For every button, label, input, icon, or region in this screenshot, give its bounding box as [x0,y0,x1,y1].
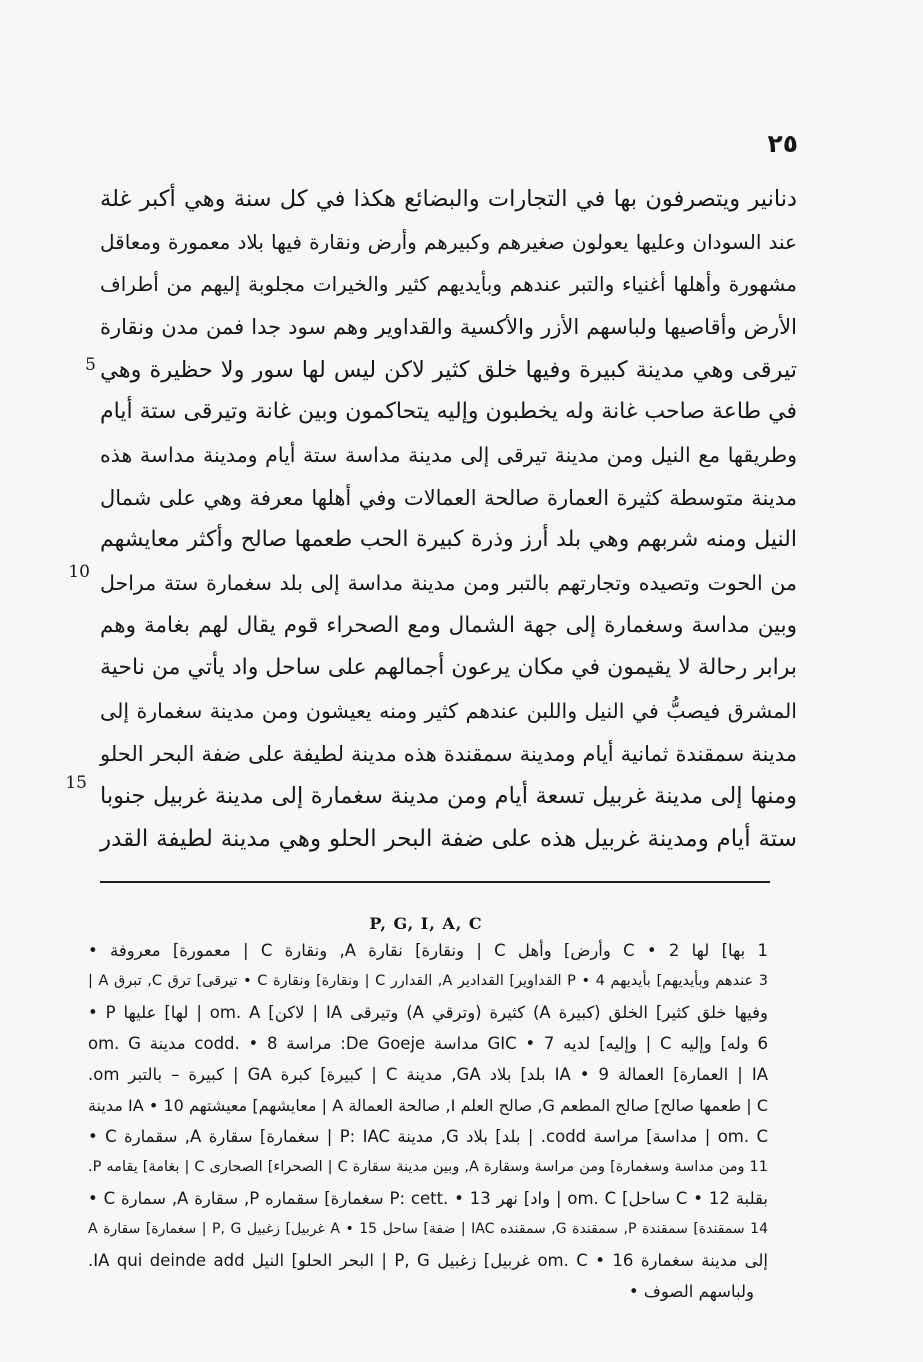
apparatus-line: 1 بها] لها C • 2 وأرض] وأهل C | ونقارة] نقارة A, ونقارة C | معمورة] معروفة • [88,941,768,960]
text-line: دنانير ويتصرفون بها في التجارات والبضائع هكذا في كل سنة وهي أكبر غلة [100,186,797,212]
footnote-divider [100,881,770,883]
text-line: برابر رحالة لا يقيمون في مكان يرعون أجمالهم على ساحل واد يأتي من ناحية [100,655,797,681]
main-text [100,178,797,861]
text-line: تيرقى وهي مدينة كبيرة وفيها خلق كثير لاكن ليس لها سور ولا حظيرة وهي [100,356,797,383]
apparatus-line: ولباسهم الصوف • [628,1282,754,1301]
line-number-5: 5 [85,355,96,375]
text-line: من الحوت وتصيده وتجارتهم بالتبر ومن مدينة مداسة إلى بلد سغمارة ستة مراحل [100,570,797,595]
text-line: مدينة متوسطة كثيرة العمارة صالحة العمالات وفي أهلها معرفة وهي على شمال [100,485,797,510]
text-line: مشهورة وأهلها أغنياء والتبر عندهم وبأيديهم كثير والخيرات مجلوبة إليهم من أطراف [100,272,797,297]
line-number-10: 10 [68,562,90,582]
apparatus-line: 14 سمقندة] سمقندة P, سمقندة G, سمقنده IAC | ضفة] ساحل A • 15 غربيل] زغبيل P, G | سغمارة] سقارة A [88,1221,768,1237]
manuscript-sigla: P, G, I, A, C [369,914,483,933]
text-line: الأرض وأقاصيها ولباسهم الأزر والأكسية والقداوير وهم سود جدا فمن مدن ونقارة [100,314,797,339]
text-line: مدينة سمقندة ثمانية أيام ومدينة سمقندة هذه مدينة لطيفة على ضفة البحر الحلو [100,741,797,766]
page-number: ٢٥ [767,129,798,158]
apparatus-line: om. C | مداسة] مراسة codd. | بلد] بلاد G, مدينة P: IAC | سغمارة] سقارة A, سقمارة C • [88,1127,769,1146]
text-line: وطريقها مع النيل ومن مدينة تيرقى إلى مدينة مداسة ستة أيام ومدينة مداسة هذه [100,442,797,467]
apparatus-line: بقلبة C • 12 ساحل] om. C | واد] نهر P: cett. • 13 سغمارة] سقماره P, سقارة A, سمارة C • [88,1189,768,1208]
apparatus-line: وفيها خلق كثير] الخلق (كبيرة A) كثيرة (وترقي A) وتيرقى IA | لاكن] om. A | لها] عليها P • [88,1003,768,1022]
apparatus-line: 11 ومن مداسة وسغمارة] ومن مراسة وسقارة A, وبين مدينة سقارة C | الصحراء] الصحارى C | بغامة] يقامه P. [88,1159,768,1175]
text-line: النيل ومنه شربهم وهي بلد أرز وذرة كبيرة الحب طعمها صالح وأكثر معايشهم [100,527,797,553]
text-line: عند السودان وعليها يعولون صغيرهم وكبيرهم وأرض ونقارة فيها بلاد معمورة ومعاقل [100,229,797,254]
apparatus-line: 3 عندهم وبأيديهم] بأيديهم P • 4 القداوير] القدادير A, القدارر C | ونقارة] ونقارة C • تيرقى] ترق C, تبرق A | [88,973,768,989]
text-line: وبين مداسة وسغمارة إلى جهة الشمال ومع الصحراء قوم يقال لهم بغامة وهم [100,612,797,638]
critical-apparatus [88,935,768,1307]
apparatus-line: C | طعمها صالح] صالح المطعم G, صالح العلم I, صالحة العمالة A | معايشهم] معيشتهم IA • 10 مدينة [88,1096,769,1115]
apparatus-line: 6 وله] وإليه C | وإليه] لديه GIC • 7 مداسة De Goeje: مراسة codd. • 8 مدينة om. G [88,1034,768,1053]
line-number-15: 15 [65,773,87,793]
text-line: ستة أيام ومدينة غربيل هذه على ضفة البحر الحلو وهي مدينة لطيفة القدر [100,825,797,852]
apparatus-line: إلى مدينة سغمارة om. C • 16 غربيل] زغبيل P, G | البحر الحلو] النيل IA qui deinde add. [88,1251,768,1270]
text-line: ومنها إلى مدينة غربيل تسعة أيام ومن مدينة سغمارة إلى مدينة غربيل جنوبا [100,783,797,810]
text-line: في طاعة صاحب غانة وله يخطبون وإليه يتحاكمون وبين غانة وتيرقى ستة أيام [100,399,797,425]
apparatus-line: IA | العمارة] العمالة IA • 9 بلد] بلاد GA, مدينة C | كبيرة] كبرة GA | كبيرة – بالتبر om. [88,1065,768,1084]
text-line: المشرق فيصبُّ في النيل واللبن عندهم كثير ومنه يعيشون ومن مدينة سغمارة إلى [100,698,797,723]
